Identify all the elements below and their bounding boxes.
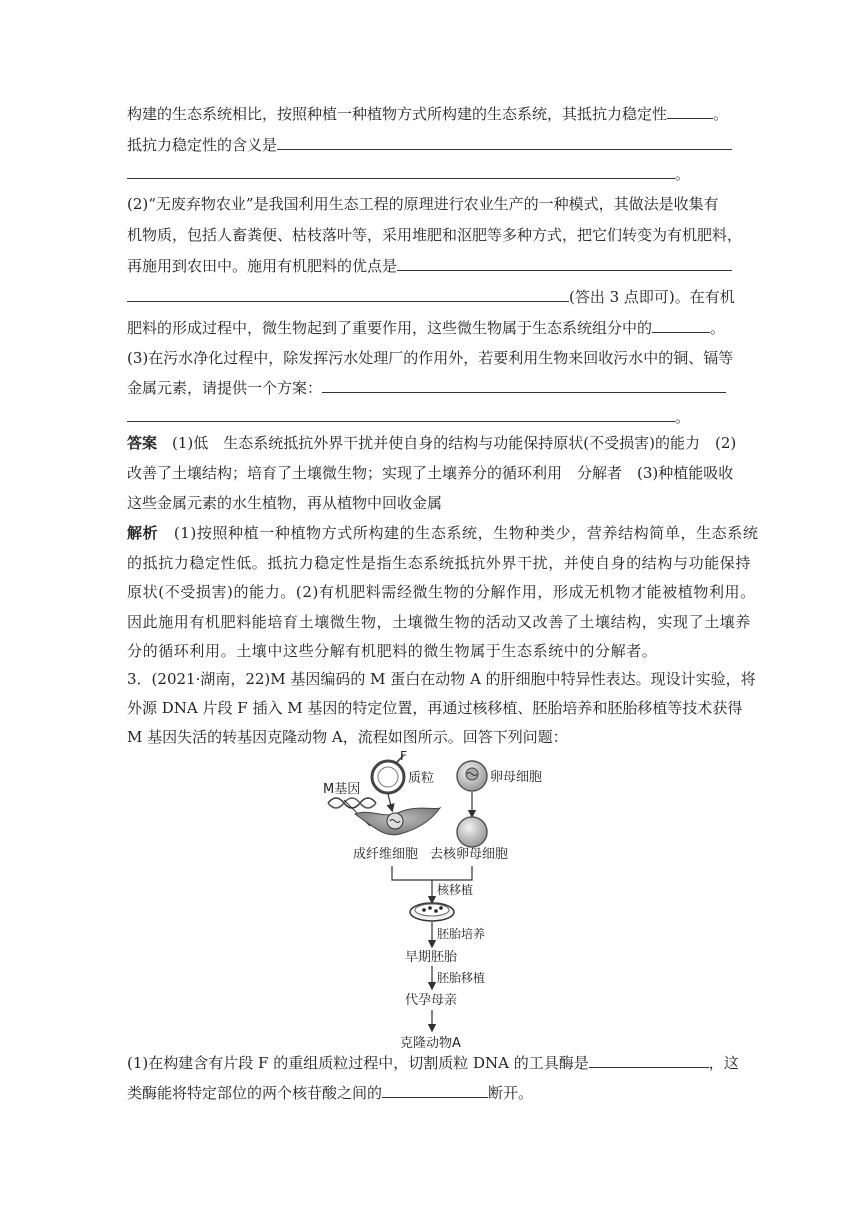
text: 构建的生态系统相比，按照种植一种植物方式所构建的生态系统，其抵抗力稳定性 [127,105,668,123]
answer-blank[interactable] [277,135,732,150]
answer-line-1: 答案 (1)低 生态系统抵抗外界干扰并使自身的结构与功能保持原状(不受损害)的能力 (2) [127,434,737,452]
enucleated-label: 去核卵母细胞 [430,847,509,862]
sub1-line-2: 类酶能将特定部位的两个核苷酸之间的 断开。 [127,1084,534,1102]
q3-line-3: 。 [127,407,690,427]
q3-line-2: 金属元素，请提供一个方案： [127,378,726,398]
question3-line-3: M 基因失活的转基因克隆动物 A，流程如图所示。回答下列问题： [127,728,568,746]
question3-line-2: 外源 DNA 片段 F 插入 M 基因的特定位置，再通过核移植、胚胎培养和胚胎移植等技术获得 [127,699,743,717]
answer-blank[interactable] [652,318,710,333]
analysis-line-2: 的抵抗力稳定性低。抵抗力稳定性是指生态系统抵抗外界干扰，并使自身的结构与功能保持 [127,554,752,572]
answer-blank[interactable] [667,104,713,119]
oocyte-label: 卵母细胞 [490,770,543,785]
step-nuclear-transfer: 核移植 [437,883,474,897]
answer-blank[interactable] [127,287,569,302]
sub1-line-1: (1)在构建含有片段 F 的重组质粒过程中，切割质粒 DNA 的工具酶是 ，这 [127,1054,739,1072]
analysis-line-4: 因此施用有机肥料能培育土壤微生物，土壤微生物的活动又改善了土壤结构，实现了土壤养 [127,613,752,631]
petri-dish-icon [410,903,454,921]
fibroblast-icon [355,808,440,835]
answer-blank[interactable] [127,407,675,422]
answer-label: 答案 [127,434,158,452]
answer-blank[interactable] [127,164,675,179]
step-embryo-culture: 胚胎培养 [437,927,486,941]
flow-diagram [300,750,580,1050]
question3-line-1: 3．(2021·湖南，22)M 基因编码的 M 蛋白在动物 A 的肝细胞中特异性表达。现设计实验，将 [127,670,756,688]
analysis-label: 解析 [127,524,159,542]
q2-line-4: (答出 3 点即可)。在有机 [127,287,735,307]
q3-line-1: (3)在污水净化过程中，除发挥污水处理厂的作用外，若要利用生物来回收污水中的铜、镉等 [127,349,734,367]
q2-line-5: 肥料的形成过程中，微生物起到了重要作用，这些微生物属于生态系统组分中的 。 [127,319,726,337]
top-line-2: 抵抗力稳定性的含义是 [127,135,732,155]
answer-line-2: 改善了土壤结构；培育了土壤微生物；实现了土壤养分的循环利用 分解者 (3)种植能吸收 [127,464,734,482]
q2-line-3: 再施用到农田中。施用有机肥料的优点是 [127,256,732,276]
clone-label: 克隆动物A [400,1036,461,1050]
enucleated-oocyte-icon [457,817,487,847]
answer-blank[interactable] [322,378,726,393]
analysis-line-1: 解析 (1)按照种植一种植物方式所构建的生态系统，生物种类少，营养结构简单，生态系统 [127,524,759,542]
fibroblast-label: 成纤维细胞 [353,847,419,862]
m-gene-label: M基因 [323,782,361,797]
surrogate-label: 代孕母亲 [405,993,458,1008]
top-line-1: 构建的生态系统相比，按照种植一种植物方式所构建的生态系统，其抵抗力稳定性 。 [127,105,729,123]
answer-blank[interactable] [382,1083,488,1098]
early-embryo-label: 早期胚胎 [405,950,458,965]
q2-line-2: 机物质，包括人畜粪便、枯枝落叶等，采用堆肥和沤肥等多种方式，把它们转变为有机肥料， [127,226,743,244]
oocyte-icon [457,761,487,791]
f-label: F [400,750,407,763]
answer-blank[interactable] [589,1053,709,1068]
analysis-line-5: 分的循环利用。土壤中这些分解有机肥料的微生物属于生态系统中的分解者。 [127,642,658,660]
analysis-line-3: 原状(不受损害)的能力。(2)有机肥料需经微生物的分解作用，形成无机物才能被植物利用。 [127,583,756,601]
top-line-3: 。 [127,164,690,184]
plasmid-label: 质粒 [408,771,435,786]
answer-blank[interactable] [397,256,732,271]
answer-line-3: 这些金属元素的水生植物，再从植物中回收金属 [127,494,443,512]
q2-line-1: (2)“无废弃物农业”是我国利用生态工程的原理进行农业生产的一种模式，其做法是收集有 [127,195,719,213]
step-embryo-transfer: 胚胎移植 [437,971,486,985]
